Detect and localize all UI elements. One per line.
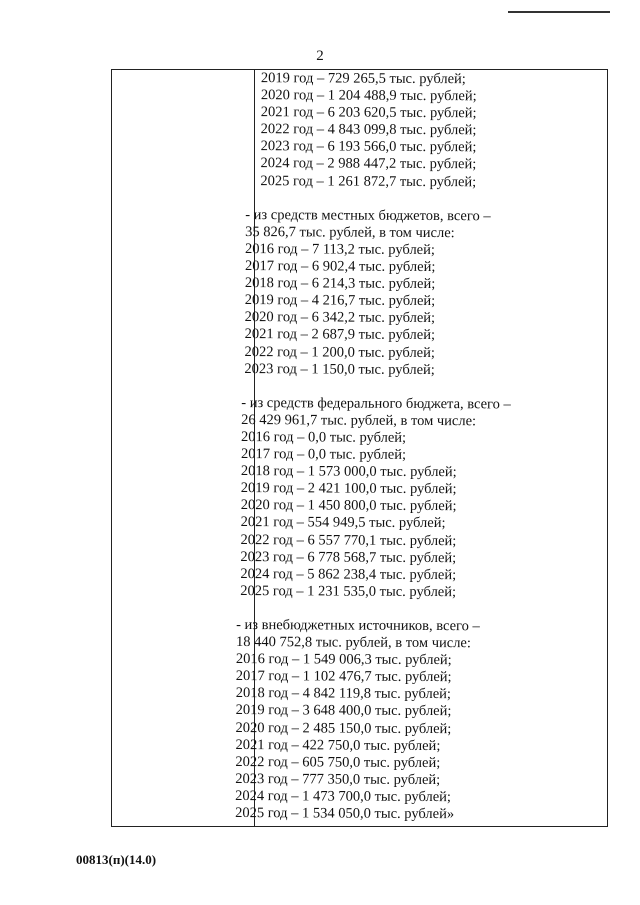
- funding-line: 2017 год – 1 102 476,7 тыс. рублей;: [235, 668, 452, 686]
- funding-line: 35 826,7 тыс. рублей, в том числе:: [245, 223, 455, 241]
- page-number: 2: [316, 48, 324, 64]
- funding-line: 2016 год – 7 113,2 тыс. рублей;: [245, 240, 435, 258]
- funding-line: 2023 год – 6 778 568,7 тыс. рублей;: [240, 548, 457, 566]
- funding-line: 26 429 961,7 тыс. рублей, в том числе:: [241, 411, 477, 430]
- funding-line: 2021 год – 6 203 620,5 тыс. рублей;: [260, 104, 477, 122]
- funding-line: - из внебюджетных источников, всего –: [236, 617, 480, 635]
- funding-block: [232, 617, 603, 824]
- funding-block: [234, 207, 605, 380]
- header-rule: [508, 11, 610, 13]
- funding-line: 2023 год – 777 350,0 тыс. рублей;: [235, 770, 441, 788]
- document-code: 00813(п)(14.0): [76, 852, 157, 867]
- funding-line: 2023 год – 6 193 566,0 тыс. рублей;: [260, 138, 477, 156]
- funding-line: 2020 год – 6 342,2 тыс. рублей;: [244, 309, 436, 327]
- funding-line: 2020 год – 2 485 150,0 тыс. рублей;: [235, 719, 452, 737]
- funding-line: - из средств федерального бюджета, всего –: [241, 394, 511, 413]
- funding-line: 2024 год – 2 988 447,2 тыс. рублей;: [260, 155, 477, 173]
- funding-line: 2018 год – 1 573 000,0 тыс. рублей;: [240, 463, 457, 481]
- funding-line: 2023 год – 1 150,0 тыс. рублей;: [244, 360, 435, 378]
- funding-line: 2018 год – 4 842 119,8 тыс. рублей;: [235, 685, 452, 703]
- funding-line: 2022 год – 1 200,0 тыс. рублей;: [244, 343, 435, 361]
- funding-line: 2021 год – 554 949,5 тыс. рублей;: [240, 514, 446, 532]
- funding-block: [233, 395, 604, 602]
- funding-line: 2017 год – 6 902,4 тыс. рублей;: [244, 258, 436, 276]
- funding-line: 2019 год – 2 421 100,0 тыс. рублей;: [240, 480, 457, 498]
- funding-line: 2020 год – 1 204 488,9 тыс. рублей;: [260, 87, 477, 105]
- funding-line: 2025 год – 1 231 535,0 тыс. рублей;: [240, 582, 457, 600]
- funding-details-cell: [232, 70, 606, 824]
- funding-line: 2021 год – 422 750,0 тыс. рублей;: [235, 736, 441, 754]
- funding-line: 2025 год – 1 261 872,7 тыс. рублей;: [260, 172, 477, 190]
- funding-line: 2019 год – 729 265,5 тыс. рублей;: [260, 70, 466, 88]
- funding-line: 2019 год – 4 216,7 тыс. рублей;: [244, 292, 436, 310]
- funding-block: [235, 70, 606, 192]
- funding-line: 2018 год – 6 214,3 тыс. рублей;: [244, 275, 436, 293]
- funding-line: 2024 год – 1 473 700,0 тыс. рублей;: [235, 787, 452, 806]
- funding-line: 2022 год – 605 750,0 тыс. рублей;: [235, 753, 441, 771]
- funding-line: 2016 год – 1 549 006,3 тыс. рублей;: [235, 651, 452, 669]
- funding-line: 2021 год – 2 687,9 тыс. рублей;: [244, 326, 436, 344]
- funding-line: 2025 год – 1 534 050,0 тыс. рублей»: [235, 805, 455, 823]
- funding-line: 2019 год – 3 648 400,0 тыс. рублей;: [235, 702, 452, 720]
- funding-line: 2020 год – 1 450 800,0 тыс. рублей;: [240, 497, 457, 515]
- funding-line: 2022 год – 4 843 099,8 тыс. рублей;: [260, 121, 477, 139]
- funding-line: 2024 год – 5 862 238,4 тыс. рублей;: [240, 565, 457, 583]
- funding-line: 2016 год – 0,0 тыс. рублей;: [241, 429, 407, 446]
- funding-line: - из средств местных бюджетов, всего –: [245, 206, 491, 225]
- funding-line: 2022 год – 6 557 770,1 тыс. рублей;: [240, 531, 457, 549]
- funding-line: 18 440 752,8 тыс. рублей, в том числе:: [235, 634, 471, 652]
- funding-line: 2017 год – 0,0 тыс. рублей;: [240, 446, 407, 463]
